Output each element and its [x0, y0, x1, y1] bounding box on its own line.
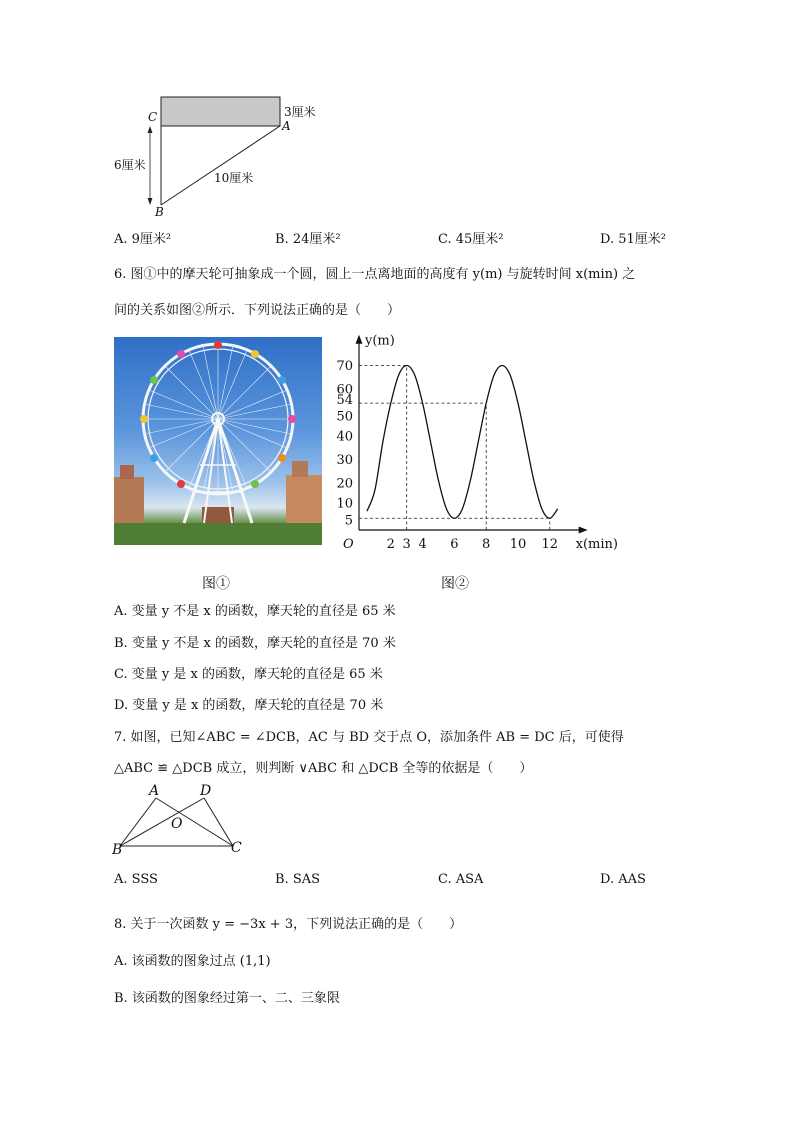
q5-len-left: 6厘米	[114, 158, 146, 172]
q8-option-b[interactable]: B. 该函数的图象经过第一、二、三象限	[114, 991, 340, 1006]
x-tick-label: 10	[509, 537, 527, 552]
x-tick-label: 4	[418, 537, 427, 552]
q7-label-a: A	[149, 783, 160, 799]
q5-option-b[interactable]: B. 24厘米²	[275, 232, 341, 247]
segment-ba	[120, 798, 156, 846]
y-tick-label: 5	[344, 513, 353, 529]
segment-ac	[156, 798, 233, 846]
y-tick-label: 30	[336, 453, 353, 468]
figure-2-caption: 图②	[441, 576, 469, 592]
q5-label-b: B	[155, 205, 164, 219]
q7-option-c[interactable]: C. ASA	[438, 872, 484, 887]
q6-stem-line1: 6. 图①中的摩天轮可抽象成一个圆，圆上一点离地面的高度有 y(m) 与旋转时间 x(min) 之	[114, 267, 636, 282]
x-tick-label: 3	[402, 537, 411, 552]
figure-1-caption: 图①	[202, 576, 230, 592]
q7-option-a[interactable]: A. SSS	[114, 872, 158, 887]
y-axis-arrow-icon	[356, 335, 363, 344]
q6-option-b[interactable]: B. 变量 y 不是 x 的函数，摩天轮的直径是 70 米	[114, 636, 396, 651]
q7-label-d: D	[200, 783, 212, 799]
q5-label-a: A	[282, 119, 291, 133]
x-tick-label: 2	[386, 537, 395, 552]
q8-stem: 8. 关于一次函数 y = −3x + 3，下列说法正确的是（ ）	[114, 917, 463, 932]
q7-label-o: O	[171, 816, 183, 832]
y-tick-label: 70	[336, 359, 353, 374]
x-axis-arrow-icon	[579, 527, 588, 534]
x-tick-label: 6	[450, 537, 459, 552]
origin-label: O	[343, 537, 354, 552]
q5-option-d[interactable]: D. 51厘米²	[600, 232, 666, 247]
q6-option-d[interactable]: D. 变量 y 是 x 的函数，摩天轮的直径是 70 米	[114, 698, 384, 713]
q6-option-a[interactable]: A. 变量 y 不是 x 的函数，摩天轮的直径是 65 米	[114, 604, 396, 619]
segment-ab	[161, 126, 280, 205]
arrow-up-icon	[148, 126, 153, 133]
q6-option-c[interactable]: C. 变量 y 是 x 的函数，摩天轮的直径是 65 米	[114, 667, 383, 682]
q5-option-a[interactable]: A. 9厘米²	[114, 232, 172, 247]
x-axis-label: x(min)	[575, 537, 618, 552]
y-tick-label: 10	[336, 496, 353, 512]
y-tick-label: 54	[336, 393, 353, 409]
y-axis-label: y(m)	[365, 333, 395, 349]
segment-bd	[120, 798, 204, 846]
y-tick-label: 60	[336, 382, 353, 398]
x-tick-label: 12	[541, 537, 559, 552]
series-line	[367, 366, 558, 519]
q7-stem-line2: △ABC ≌ △DCB 成立，则判断 ∨ABC 和 △DCB 全等的依据是（ ）	[114, 761, 533, 776]
q7-label-b: B	[112, 842, 123, 858]
q5-option-c[interactable]: C. 45厘米²	[438, 232, 504, 247]
arrow-down-icon	[148, 198, 153, 205]
shaded-rectangle	[161, 97, 280, 126]
y-tick-label: 20	[336, 476, 353, 492]
q7-label-c: C	[231, 840, 242, 856]
y-tick-label: 40	[336, 429, 353, 445]
x-tick-label: 8	[482, 537, 491, 552]
q7-option-d[interactable]: D. AAS	[600, 872, 646, 887]
q5-label-c: C	[148, 110, 158, 124]
q5-len-top: 3厘米	[284, 105, 316, 119]
q7-stem-line1: 7. 如图，已知∠ABC = ∠DCB，AC 与 BD 交于点 O，添加条件 AB = DC 后，可使得	[114, 730, 624, 745]
q7-option-b[interactable]: B. SAS	[275, 872, 321, 887]
q5-len-hyp: 10厘米	[214, 171, 254, 185]
segment-cd	[204, 798, 233, 846]
q8-option-a[interactable]: A. 该函数的图象过点 (1,1)	[114, 954, 271, 969]
q6-stem-line2: 间的关系如图②所示．下列说法正确的是（ ）	[114, 303, 401, 318]
ferris-wheel-photo	[114, 337, 322, 545]
y-tick-label: 50	[336, 409, 353, 425]
height-time-chart	[325, 318, 625, 558]
